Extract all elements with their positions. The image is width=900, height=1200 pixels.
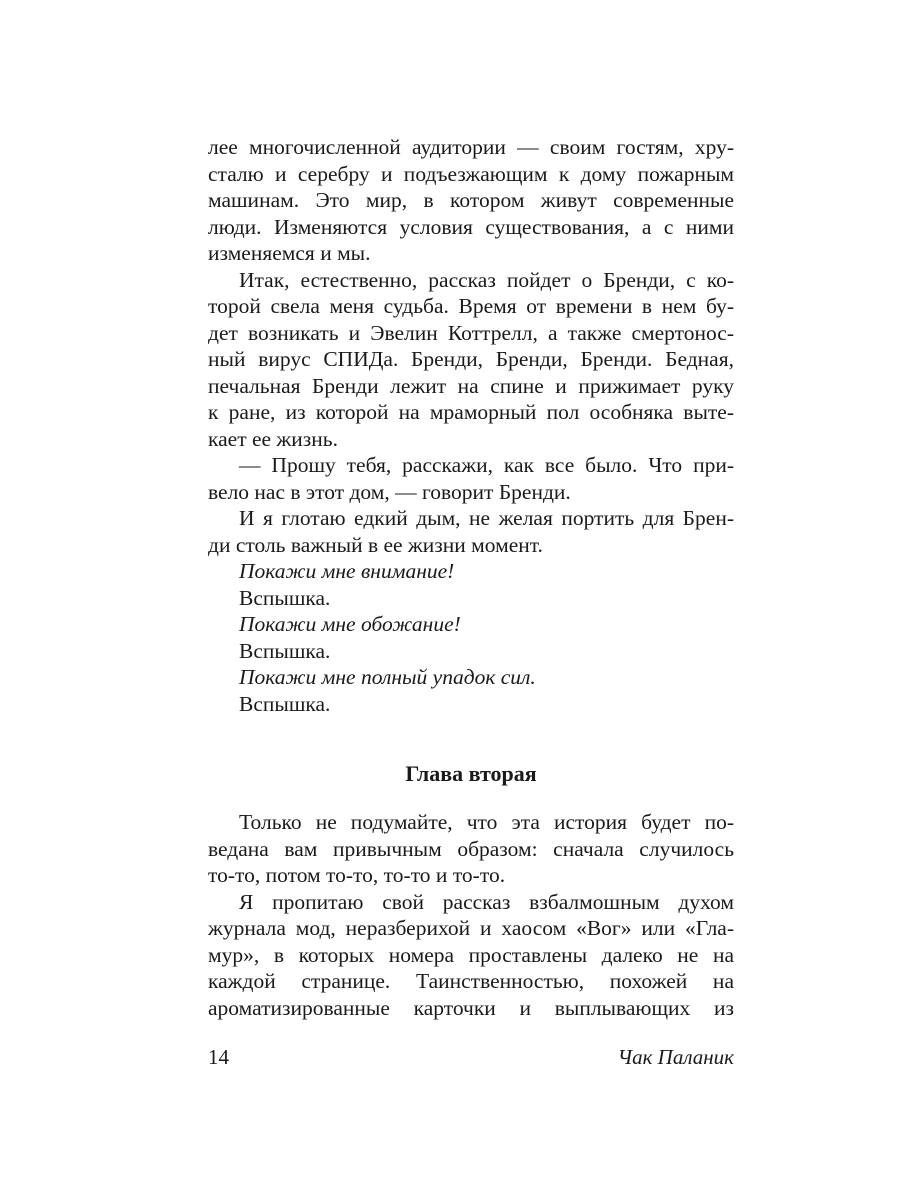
text-line: дет возникать и Эвелин Коттрелл, а также смертонос- [208,320,734,345]
body-text-bottom [208,809,734,1021]
text-line: то-то, потом то-то, то-то и то-то. [208,863,506,887]
text-line: — Прошу тебя, расскажи, как все было. Что при- [239,453,734,477]
text-line: к ране, из которой на мраморный пол особняка выте- [208,400,734,424]
text-line: кает ее жизнь. [208,426,338,451]
text-line: люди. Изменяются условия существования, а с ними [208,214,734,239]
text-line: торой свела меня судьба. Время от времени в нем бу- [208,294,734,318]
text-line: вело нас в этот дом, — говорит Бренди. [208,479,571,504]
text-line: лее многочисленной аудитории — своим гостям, хру- [208,135,734,159]
text-line: мур», в которых номера проставлены далеко не на [208,942,734,967]
body-text-top [208,134,734,717]
text-line: Вспышка. [239,691,331,716]
text-line: И я глотаю едкий дым, не желая портить для Брен- [239,506,734,530]
text-line: машинам. Это мир, в котором живут современные [208,188,734,212]
text-line: Итак, естественно, рассказ пойдет о Бренди, с ко- [239,267,734,292]
text-line: Покажи мне внимание! [239,559,455,583]
text-line: Вспышка. [239,638,331,663]
text-line: ный вирус СПИДа. Бренди, Бренди, Бренди. Бедная, [208,347,734,371]
page-number: 14 [208,1045,229,1069]
text-line: сталю и серебру и подъезжающим к дому пожарным [208,161,734,186]
text-line: ведана вам привычным образом: сначала случилось [208,836,734,861]
running-footer-author: Чак Паланик [617,1045,734,1069]
text-line: Покажи мне полный упадок сил. [239,665,536,689]
text-line: журнала мод, неразберихой и хаосом «Вог» или «Гла- [208,916,734,940]
text-line: печальная Бренди лежит на спине и прижимает руку [208,373,734,398]
page-footer [208,1043,734,1071]
text-line: Покажи мне обожание! [239,612,461,636]
text-line: ароматизированные карточки и выплывающих из [208,995,734,1020]
text-line: Только не подумайте, что эта история будет по- [239,810,734,834]
chapter-heading: Глава вторая [405,761,537,786]
text-line: Я пропитаю свой рассказ взбалмошным духом [239,889,734,914]
text-line: Вспышка. [239,585,331,610]
text-line: изменяемся и мы. [208,241,371,265]
text-line: ди столь важный в ее жизни момент. [208,532,543,557]
text-line: каждой странице. Таинственностью, похожей на [208,969,734,993]
